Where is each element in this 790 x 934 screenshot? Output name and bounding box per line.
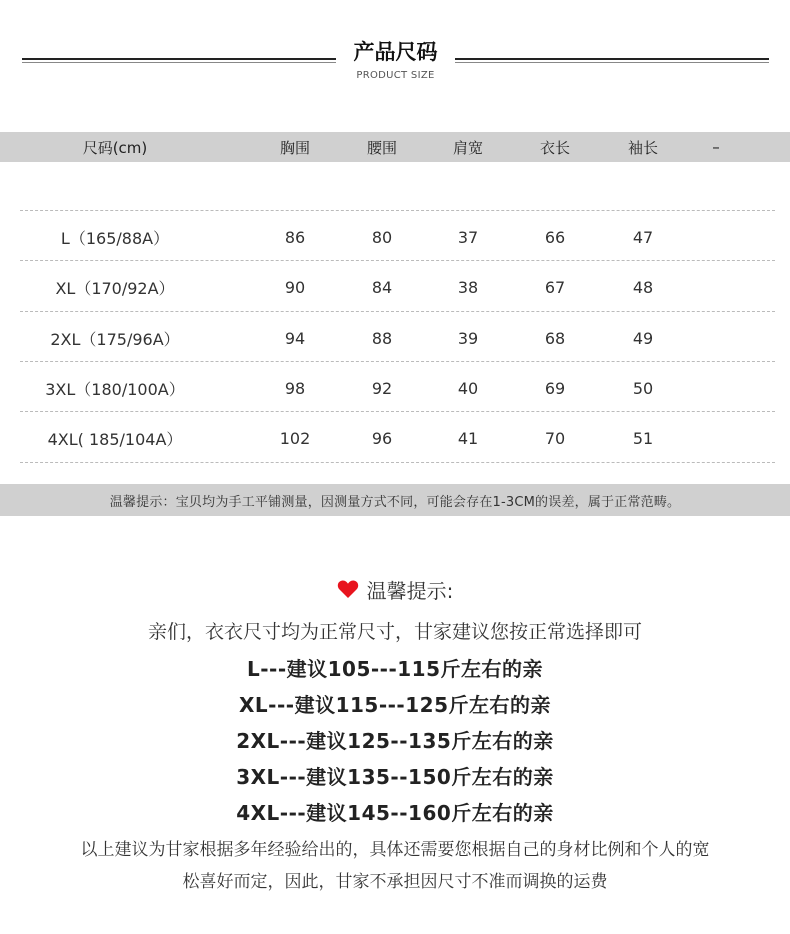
- sleeve-value: 48: [632, 277, 654, 297]
- sleeve-value: 47: [632, 227, 654, 247]
- shoulder-value: 38: [457, 277, 479, 297]
- row-divider: [20, 411, 775, 412]
- recommendation-line: 4XL---建议145--160斤左右的亲: [236, 801, 554, 825]
- recommendation-line: 2XL---建议125--135斤左右的亲: [236, 729, 554, 753]
- recommendation-line: L---建议105---115斤左右的亲: [246, 657, 544, 681]
- section-title: [0, 30, 790, 90]
- header-sleeve: 袖长: [627, 138, 658, 157]
- length-value: 68: [544, 328, 566, 348]
- size-label: L（165/88A）: [60, 228, 170, 248]
- header-length: 衣长: [539, 138, 570, 157]
- size-label: 4XL( 185/104A）: [47, 429, 183, 449]
- shoulder-value: 41: [457, 428, 479, 448]
- length-value: 69: [544, 378, 566, 398]
- sleeve-value: 51: [632, 428, 654, 448]
- shoulder-value: 37: [457, 227, 479, 247]
- waist-value: 92: [371, 378, 393, 398]
- note-line-1: 以上建议为甘家根据多年经验给出的，具体还需要您根据自己的身材比例和个人的宽: [80, 840, 710, 860]
- chest-value: 94: [284, 328, 306, 348]
- header-chest: 胸围: [279, 138, 310, 157]
- chest-value: 90: [284, 277, 306, 297]
- size-label: 2XL（175/96A）: [50, 329, 180, 349]
- title-en: PRODUCT SIZE: [356, 70, 435, 81]
- row-divider: [20, 210, 775, 211]
- warm-intro: 亲们，衣衣尺寸均为正常尺寸，甘家建议您按正常选择即可: [147, 621, 642, 643]
- warm-title-text: 温馨提示:: [366, 578, 454, 603]
- size-table-header: [0, 132, 790, 162]
- waist-value: 88: [371, 328, 393, 348]
- recommendation-line: 3XL---建议135--150斤左右的亲: [236, 765, 554, 789]
- table-row: [0, 413, 790, 463]
- row-divider: [20, 361, 775, 362]
- row-divider: [20, 260, 775, 261]
- note-line-2: 松喜好而定，因此，甘家不承担因尺寸不准而调换的运费: [182, 872, 608, 892]
- recommendation-line: XL---建议115---125斤左右的亲: [239, 693, 551, 717]
- title-cn: 产品尺码: [353, 40, 438, 64]
- size-label: XL（170/92A）: [55, 278, 175, 298]
- table-row: [0, 262, 790, 312]
- waist-value: 80: [371, 227, 393, 247]
- chest-value: 98: [284, 378, 306, 398]
- row-divider: [20, 462, 775, 463]
- length-value: 70: [544, 428, 566, 448]
- table-row: [0, 212, 790, 262]
- length-value: 66: [544, 227, 566, 247]
- shoulder-value: 40: [457, 378, 479, 398]
- measurement-tip-bar: 温馨提示：宝贝均为手工平铺测量，因测量方式不同，可能会存在1-3CM的误差，属于正常范畴。: [0, 484, 790, 516]
- shoulder-value: 39: [457, 328, 479, 348]
- heart-icon: [337, 579, 359, 599]
- title-divider-right: [455, 58, 769, 63]
- length-value: 67: [544, 277, 566, 297]
- title-divider-left: [22, 58, 336, 63]
- sleeve-value: 49: [632, 328, 654, 348]
- table-row: [0, 313, 790, 363]
- warm-tips-title: [0, 574, 790, 604]
- waist-value: 84: [371, 277, 393, 297]
- waist-value: 96: [371, 428, 393, 448]
- header-waist: 腰围: [366, 138, 397, 157]
- header-extra: –: [712, 138, 720, 156]
- table-row: [0, 363, 790, 413]
- row-divider: [20, 311, 775, 312]
- size-label: 3XL（180/100A）: [45, 379, 185, 399]
- header-shoulder: 肩宽: [452, 138, 483, 157]
- chest-value: 102: [279, 428, 311, 448]
- header-size: 尺码(cm): [82, 138, 148, 157]
- sleeve-value: 50: [632, 378, 654, 398]
- chest-value: 86: [284, 227, 306, 247]
